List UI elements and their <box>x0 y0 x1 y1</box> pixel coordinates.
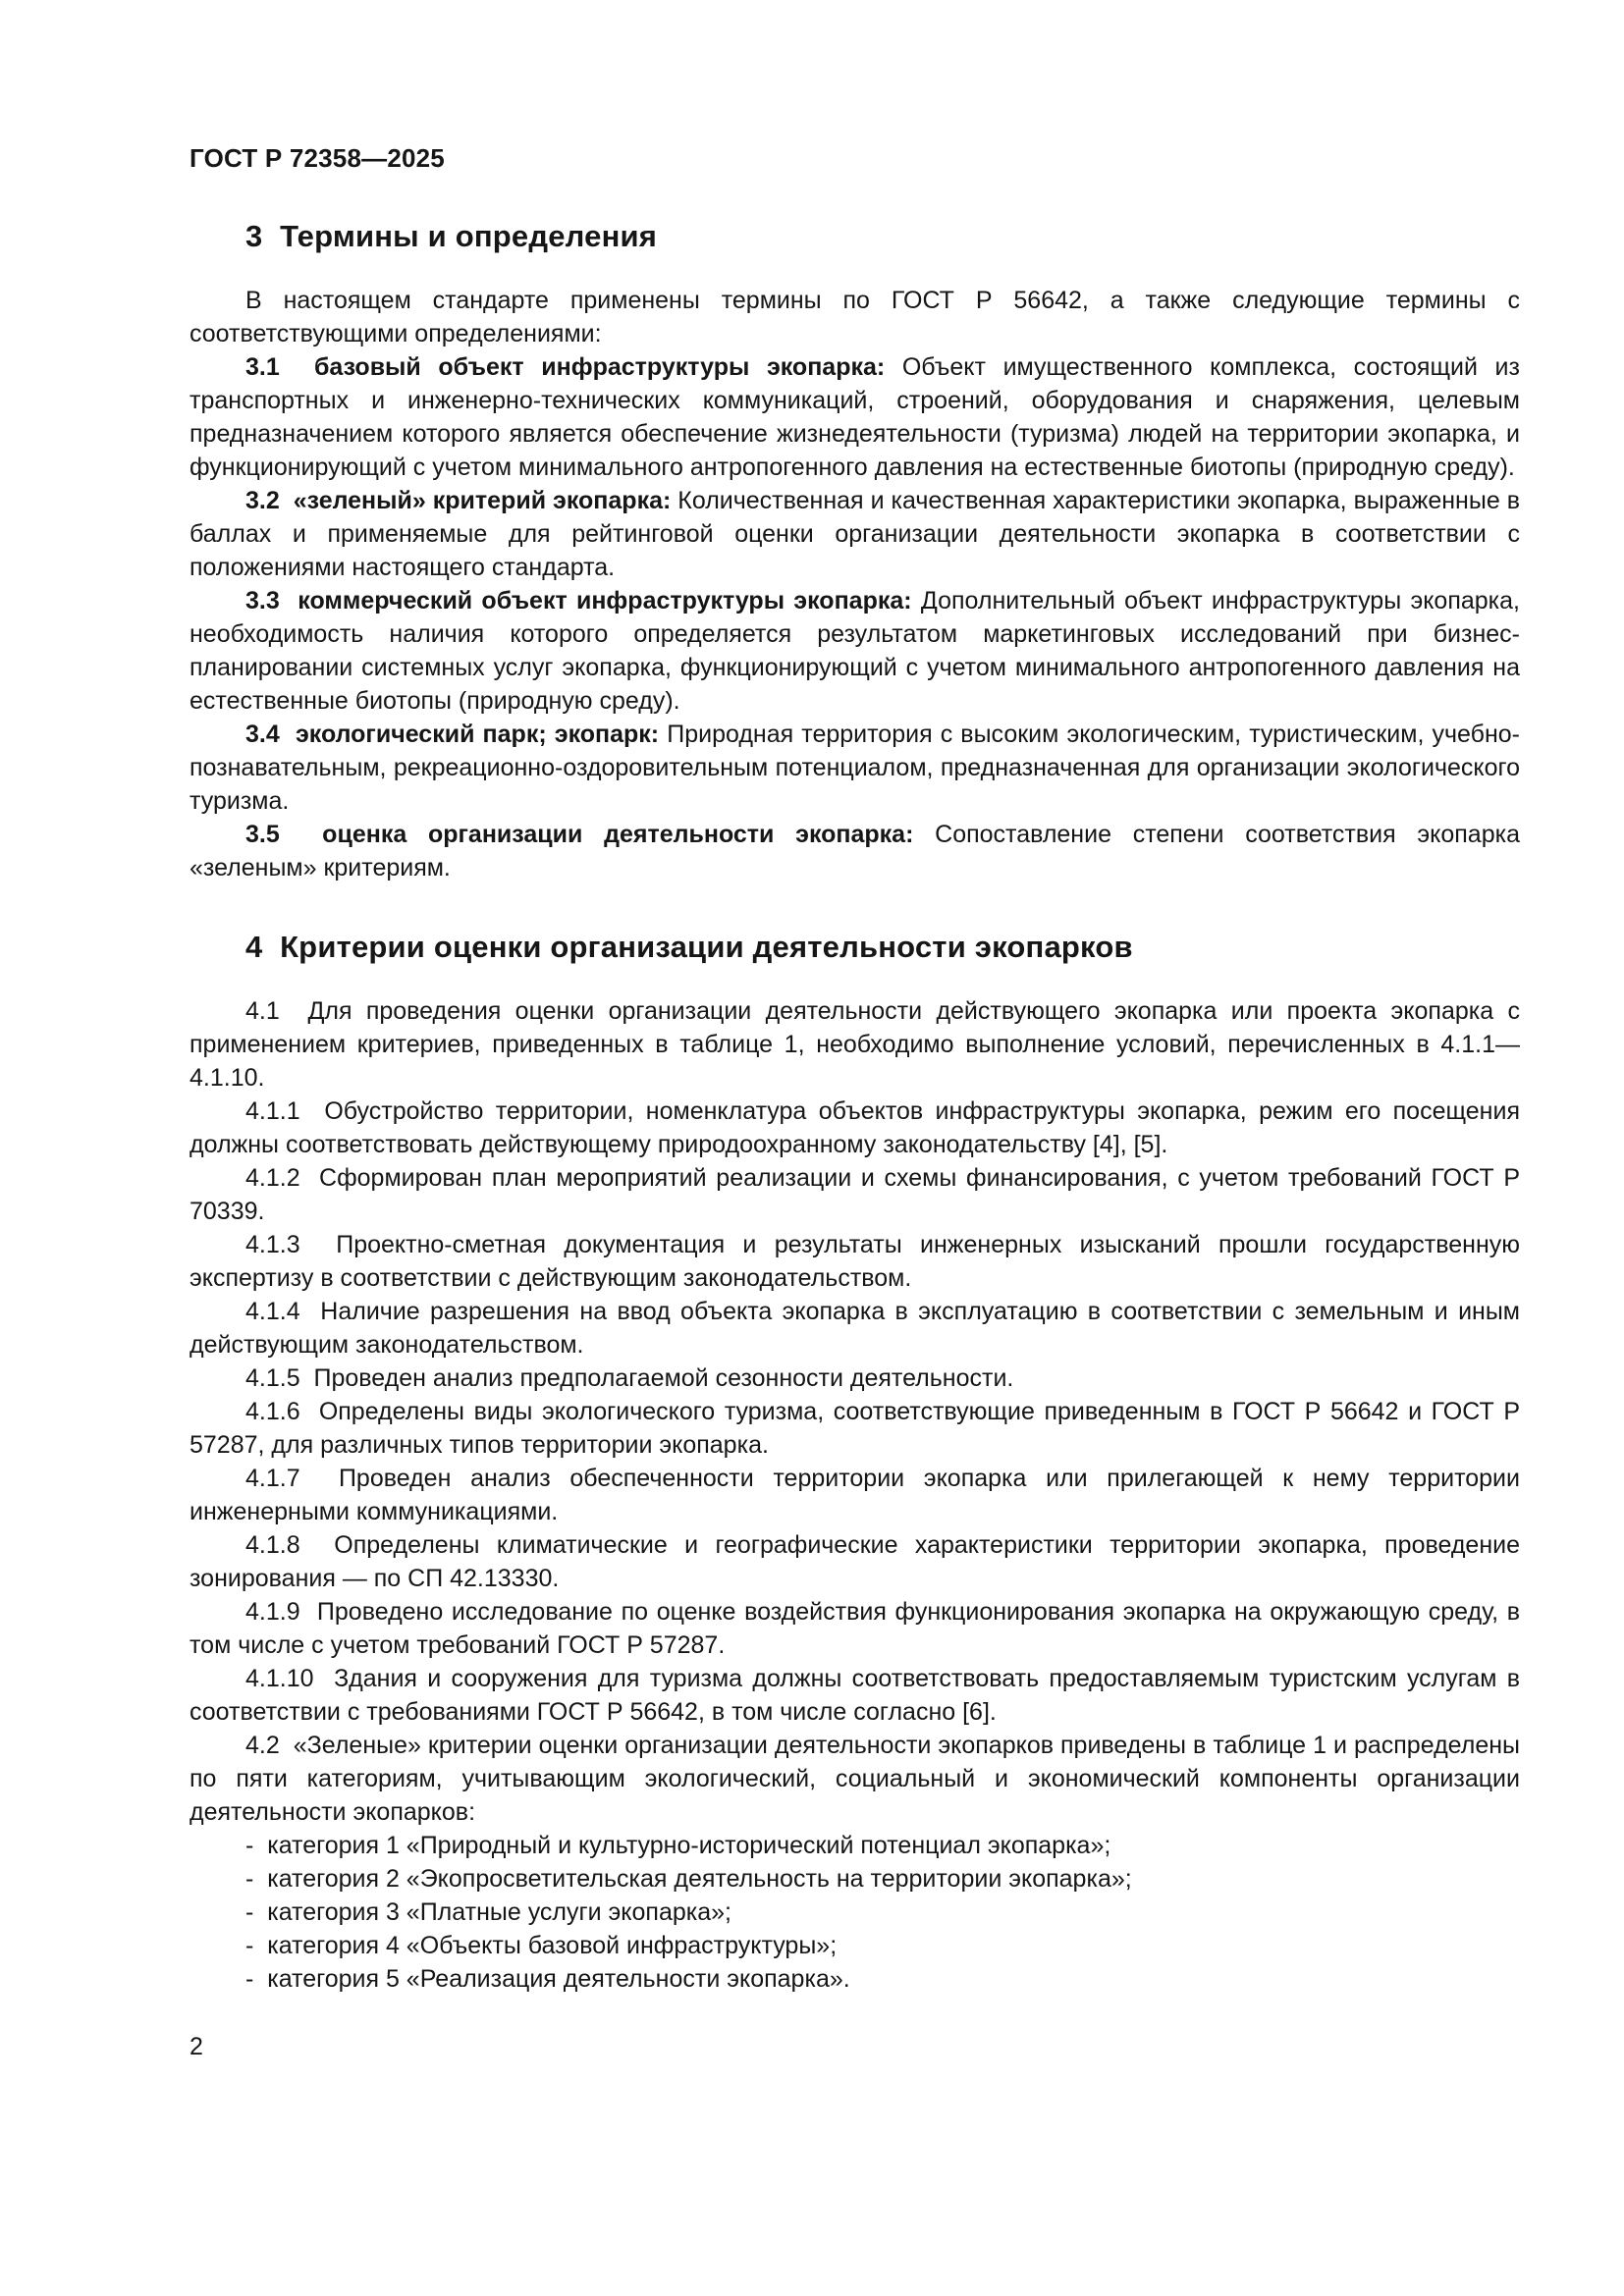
clause-4-1-6: 4.1.6 Определены виды экологического туризма, соответствующие приведенным в ГОСТ Р 56642 и ГОСТ Р 57287, для различных типов территории экопарка. <box>189 1398 1520 1459</box>
doc-number: ГОСТ Р 72358—2025 <box>189 143 445 173</box>
term-3-2-definition: Количественная и качественная характеристики экопарка, выраженные в баллах и применяемые для рейтинговой оценки организации деятельности экопарка в соответствии с положениями настоящего стандарта. <box>189 487 1520 581</box>
section-4-heading: 4 Критерии оценки организации деятельности экопарков <box>245 930 1133 964</box>
list-item-category-5: - категория 5 «Реализация деятельности экопарка». <box>245 1965 850 1993</box>
clause-4-1-3: 4.1.3 Проектно-сметная документация и результаты инженерных изысканий прошли государственную экспертизу в соответствии с действующим законодательством. <box>189 1231 1520 1292</box>
category-list <box>189 1829 1520 1996</box>
section-3-intro: В настоящем стандарте применены термины по ГОСТ Р 56642, а также следующие термины с соответствующими определениями: <box>189 287 1520 347</box>
term-3-2-lead: 3.2 «зеленый» критерий экопарка: <box>245 487 672 514</box>
term-3-2 <box>189 484 1520 584</box>
page-number: 2 <box>189 2033 203 2060</box>
section-3-heading: 3 Термины и определения <box>245 219 658 253</box>
term-3-3-definition: Дополнительный объект инфраструктуры экопарка, необходимость наличия которого определяется результатом маркетинговых исследований при бизнес-планировании системных услуг экопарка, функционирующий с учетом минимального антропогенного давления на естественные биотопы (природную среду). <box>189 587 1520 715</box>
term-3-1-definition: Объект имущественного комплекса, состоящий из транспортных и инженерно-технических коммуникаций, строений, оборудования и снаряжения, целевым предназначением которого является обеспечение жизнедеятельности (туризма) людей на территории экопарка, и функционирующий с учетом минимального антропогенного давления на естественные биотопы (природную среду). <box>189 353 1520 481</box>
term-3-5-definition: Сопоставление степени соответствия экопарка «зеленым» критериям. <box>189 821 1520 881</box>
clause-4-1-5: 4.1.5 Проведен анализ предполагаемой сезонности деятельности. <box>245 1364 1014 1392</box>
term-3-4 <box>189 718 1520 818</box>
clause-4-1-2: 4.1.2 Сформирован план мероприятий реализации и схемы финансирования, с учетом требований ГОСТ Р 70339. <box>189 1164 1520 1225</box>
term-3-4-definition: Природная территория с высоким экологическим, туристическим, учебно-познавательным, рекреационно-оздоровительным потенциалом, предназначенная для организации экологического туризма. <box>189 721 1520 815</box>
term-3-3-lead: 3.3 коммерческий объект инфраструктуры экопарка: <box>245 587 912 614</box>
term-3-5-lead: 3.5 оценка организации деятельности экопарка: <box>245 821 914 848</box>
clause-4-1-1: 4.1.1 Обустройство территории, номенклатура объектов инфраструктуры экопарка, режим его посещения должны соответствовать действующему природоохранному законодательству [4], [5]. <box>189 1097 1520 1158</box>
clause-4-1: 4.1 Для проведения оценки организации деятельности действующего экопарка или проекта экопарка с применением критериев, приведенных в таблице 1, необходимо выполнение условий, перечисленных в 4.1.1—4.1.10. <box>189 997 1520 1092</box>
term-3-1 <box>189 350 1520 484</box>
term-3-5 <box>189 818 1520 884</box>
term-3-3 <box>189 584 1520 718</box>
section-3-body <box>189 284 1520 884</box>
list-item-category-3: - категория 3 «Платные услуги экопарка»; <box>245 1898 731 1926</box>
clause-4-1-9: 4.1.9 Проведено исследование по оценке воздействия функционирования экопарка на окружающую среду, в том числе с учетом требований ГОСТ Р 57287. <box>189 1598 1520 1659</box>
clause-4-1-7: 4.1.7 Проведен анализ обеспеченности территории экопарка или прилегающей к нему территории инженерными коммуникациями. <box>189 1465 1520 1525</box>
clause-4-1-10: 4.1.10 Здания и сооружения для туризма должны соответствовать предоставляемым туристским услугам в соответствии с требованиями ГОСТ Р 56642, в том числе согласно [6]. <box>189 1665 1520 1726</box>
clause-4-1-8: 4.1.8 Определены климатические и географические характеристики территории экопарка, проведение зонирования — по СП 42.13330. <box>189 1531 1520 1592</box>
list-item-category-4: - категория 4 «Объекты базовой инфраструктуры»; <box>245 1932 838 1959</box>
list-item-category-1: - категория 1 «Природный и культурно-исторический потенциал экопарка»; <box>245 1832 1111 1859</box>
list-item-category-2: - категория 2 «Экопросветительская деятельность на территории экопарка»; <box>245 1865 1132 1893</box>
clause-4-1-4: 4.1.4 Наличие разрешения на ввод объекта экопарка в эксплуатацию в соответствии с земельным и иным действующим законодательством. <box>189 1298 1520 1359</box>
term-3-4-lead: 3.4 экологический парк; экопарк: <box>245 721 660 748</box>
term-3-1-lead: 3.1 базовый объект инфраструктуры экопарка: <box>245 353 886 381</box>
clause-4-2: 4.2 «Зеленые» критерии оценки организации деятельности экопарков приведены в таблице 1 и распределены по пяти категориям, учитывающим экологический, социальный и экономический компоненты организации деятельности экопарков: <box>189 1732 1520 1826</box>
section-4-body <box>189 994 1520 1829</box>
page-header <box>189 143 1520 174</box>
